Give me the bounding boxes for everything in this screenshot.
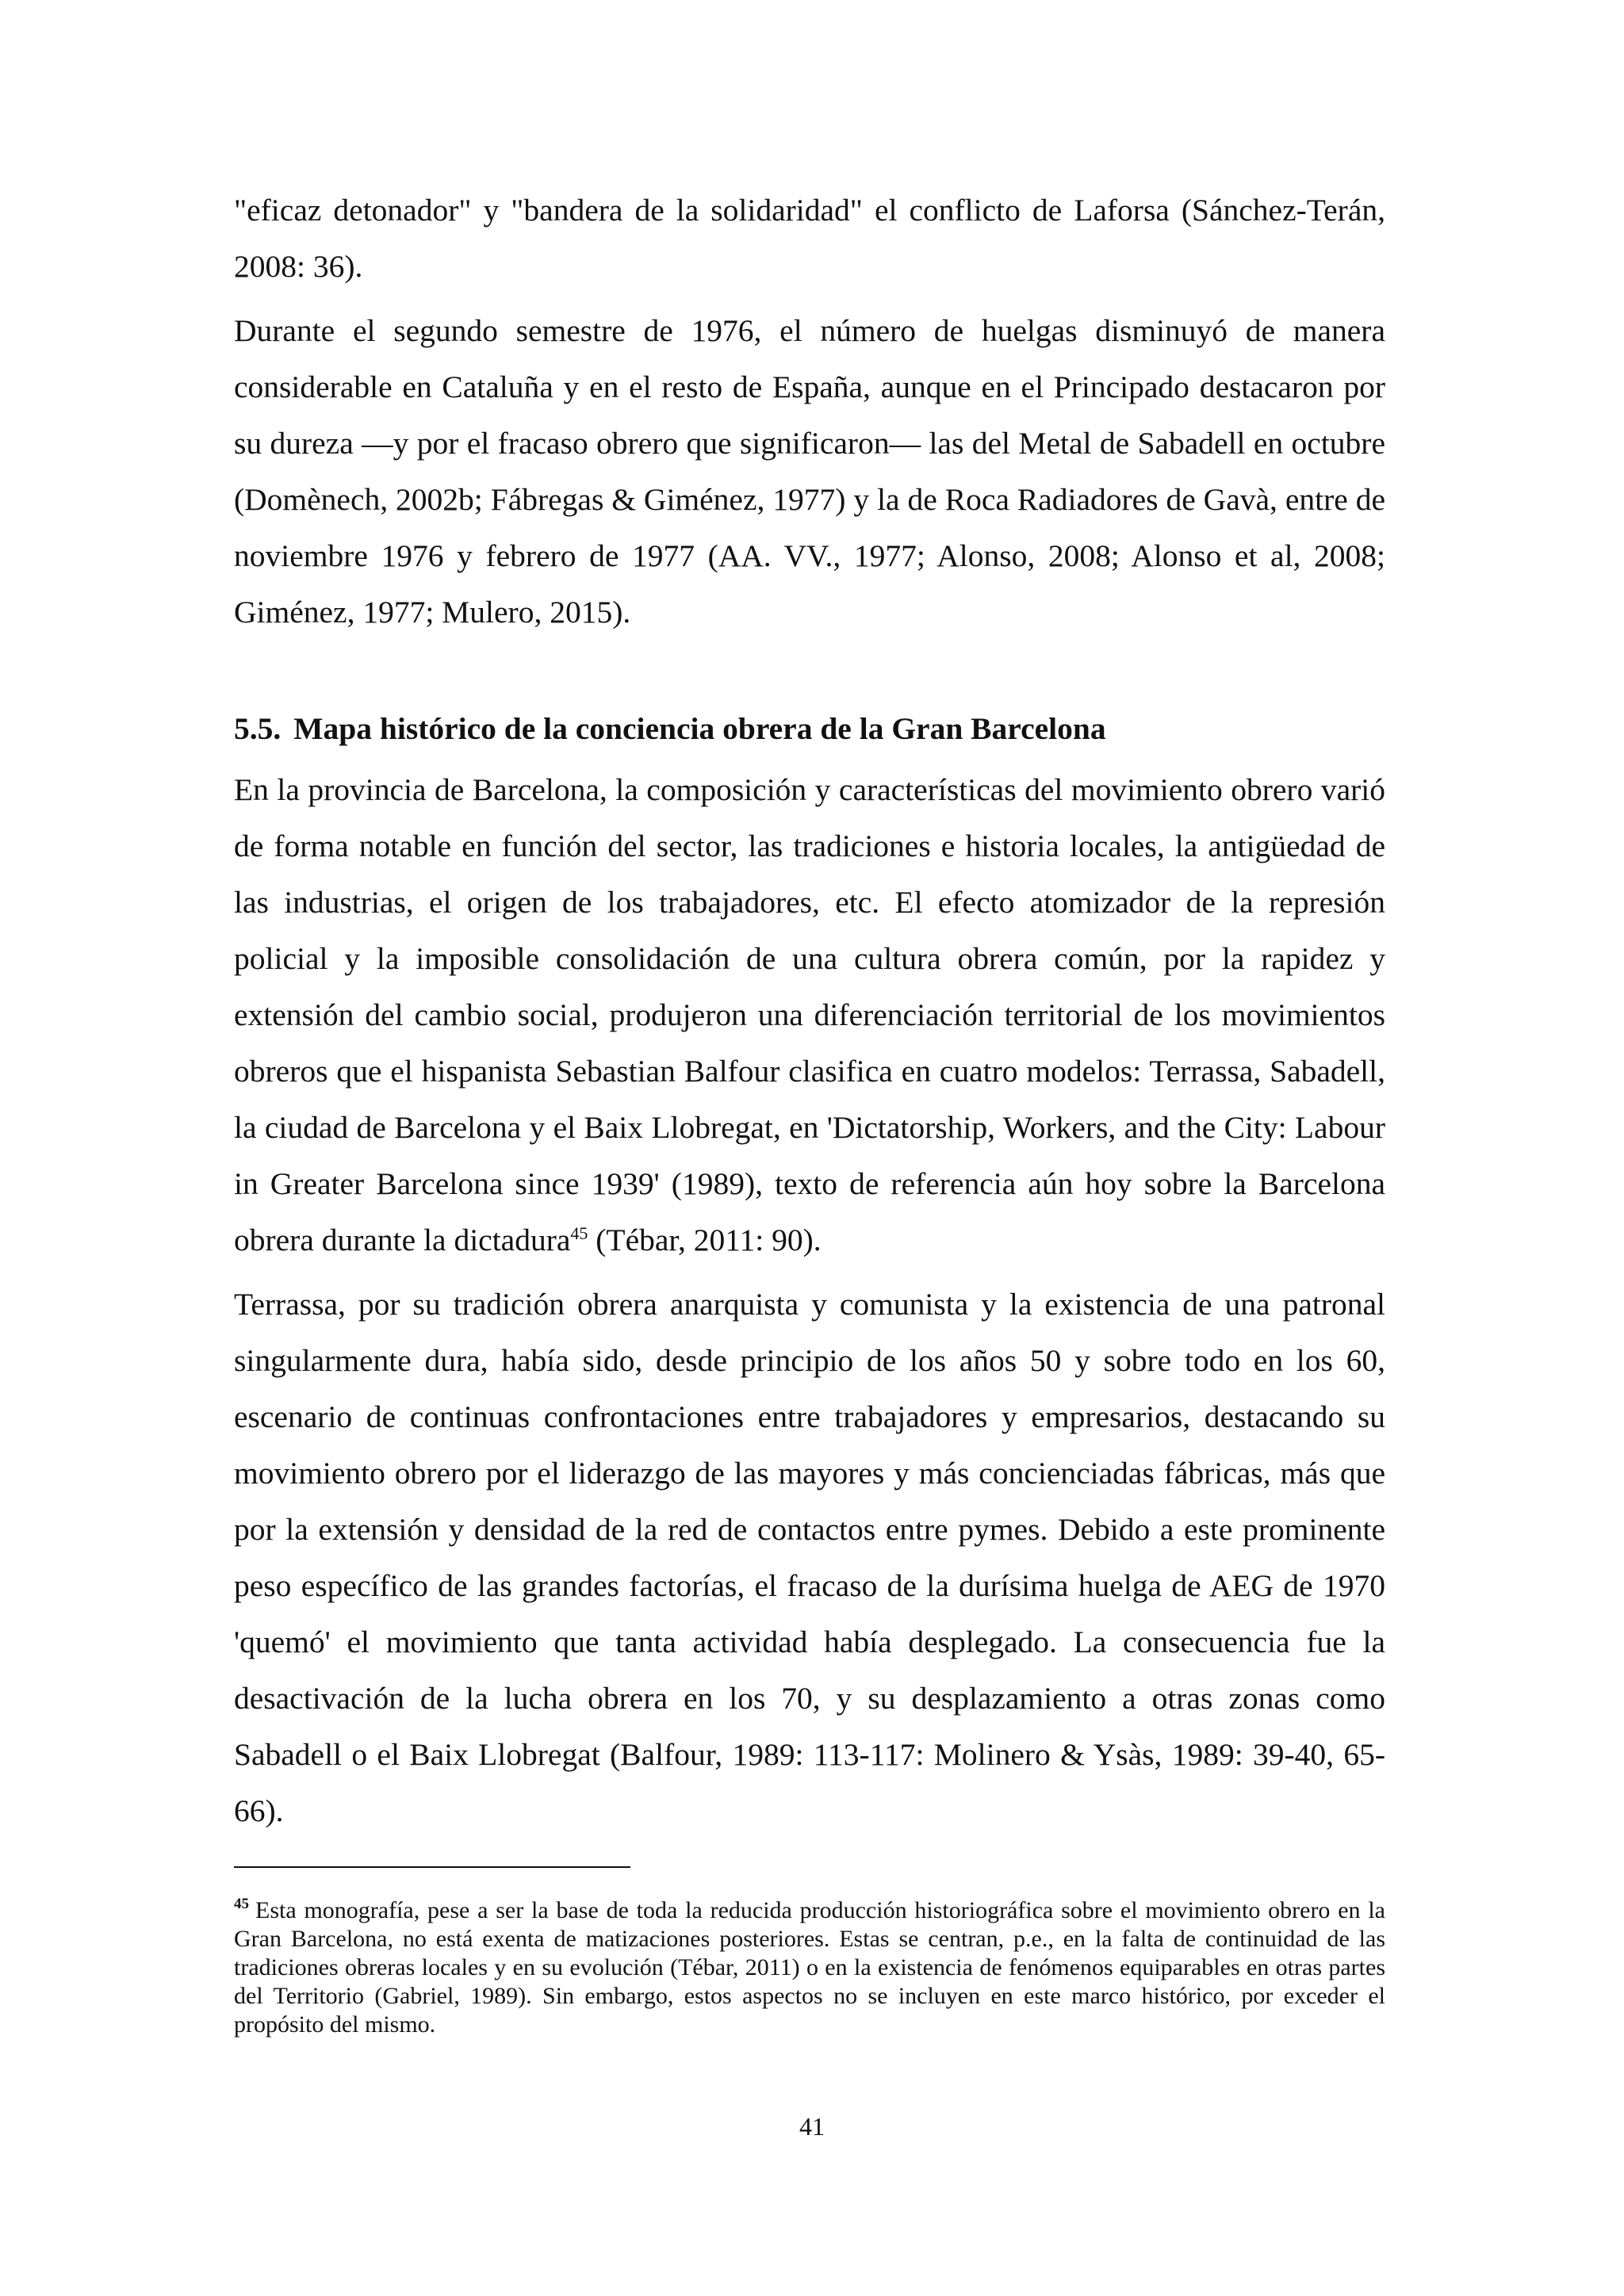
footnote-separator — [234, 1866, 630, 1868]
footnote-text: Esta monografía, pese a ser la base de toda la reducida producción historiográfica sobre el movimiento obrero en la Gran Barcelona, no está exenta de matizaciones posteriores. Estas se centran, p.e., en la falta de continuidad de las tradiciones obreras locales y en su evolución (Tébar, 2011) o en la existencia de fenómenos equiparables en otras partes del Territorio (Gabriel, 1989). Sin embargo, estos aspectos no se incluyen en este marco histórico, por exceder el propósito del mismo. — [234, 1897, 1385, 2038]
section-number: 5.5. — [234, 711, 282, 746]
section-title: Mapa histórico de la conciencia obrera de la Gran Barcelona — [293, 711, 1106, 746]
paragraph-terrassa: Terrassa, por su tradición obrera anarquista y comunista y la existencia de una patronal singularmente dura, había sido, desde principio de los años 50 y sobre todo en los 60, escenario de continuas confrontaciones entre trabajadores y empresarios, destacando su movimiento obrero por el liderazgo de las mayores y más concienciadas fábricas, más que por la extensión y densidad de la red de contactos entre pymes. Debido a este prominente peso específico de las grandes factorías, el fracaso de la durísima huelga de AEG de 1970 'quemó' el movimiento que tanta actividad había desplegado. La consecuencia fue la desactivación de la lucha obrera en los 70, y su desplazamiento a otras zonas como Sabadell o el Baix Llobregat (Balfour, 1989: 113-117: Molinero & Ysàs, 1989: 39-40, 65-66). — [234, 1287, 1385, 1828]
footnote-reference[interactable]: 45 — [570, 1223, 588, 1243]
footnote-number: 45 — [234, 1896, 249, 1912]
section-heading — [234, 701, 1385, 757]
page-number: 41 — [799, 2112, 825, 2141]
paragraph-laforsa: "eficaz detonador" y "bandera de la solidaridad" el conflicto de Laforsa (Sánchez-Terán, 2008: 36). — [234, 193, 1385, 284]
paragraph-balfour-citation: (Tébar, 2011: 90). — [588, 1223, 822, 1257]
paragraph-balfour — [234, 762, 1385, 1269]
paragraph-balfour-text: En la provincia de Barcelona, la composición y características del movimiento obrero varió de forma notable en función del sector, las tradiciones e historia locales, la antigüedad de las industrias, el origen de los trabajadores, etc. El efecto atomizador de la represión policial y la imposible consolidación de una cultura obrera común, por la rapidez y extensión del cambio social, produjeron una diferenciación territorial de los movimientos obreros que el hispanista Sebastian Balfour clasifica en cuatro modelos: Terrassa, Sabadell, la ciudad de Barcelona y el Baix Llobregat, en 'Dictatorship, Workers, and the City: Labour in Greater Barcelona since 1939' (1989), texto de referencia aún hoy sobre la Barcelona obrera durante la dictadura — [234, 772, 1385, 1257]
paragraph-huelgas-1976: Durante el segundo semestre de 1976, el número de huelgas disminuyó de manera considerable en Cataluña y en el resto de España, aunque en el Principado destacaron por su dureza —y por el fracaso obrero que significaron— las del Metal de Sabadell en octubre (Domènech, 2002b; Fábregas & Giménez, 1977) y la de Roca Radiadores de Gavà, entre de noviembre 1976 y febrero de 1977 (AA. VV., 1977; Alonso, 2008; Alonso et al, 2008; Giménez, 1977; Mulero, 2015). — [234, 313, 1385, 629]
footnote — [234, 1896, 1385, 2039]
page-body — [234, 182, 1385, 2039]
